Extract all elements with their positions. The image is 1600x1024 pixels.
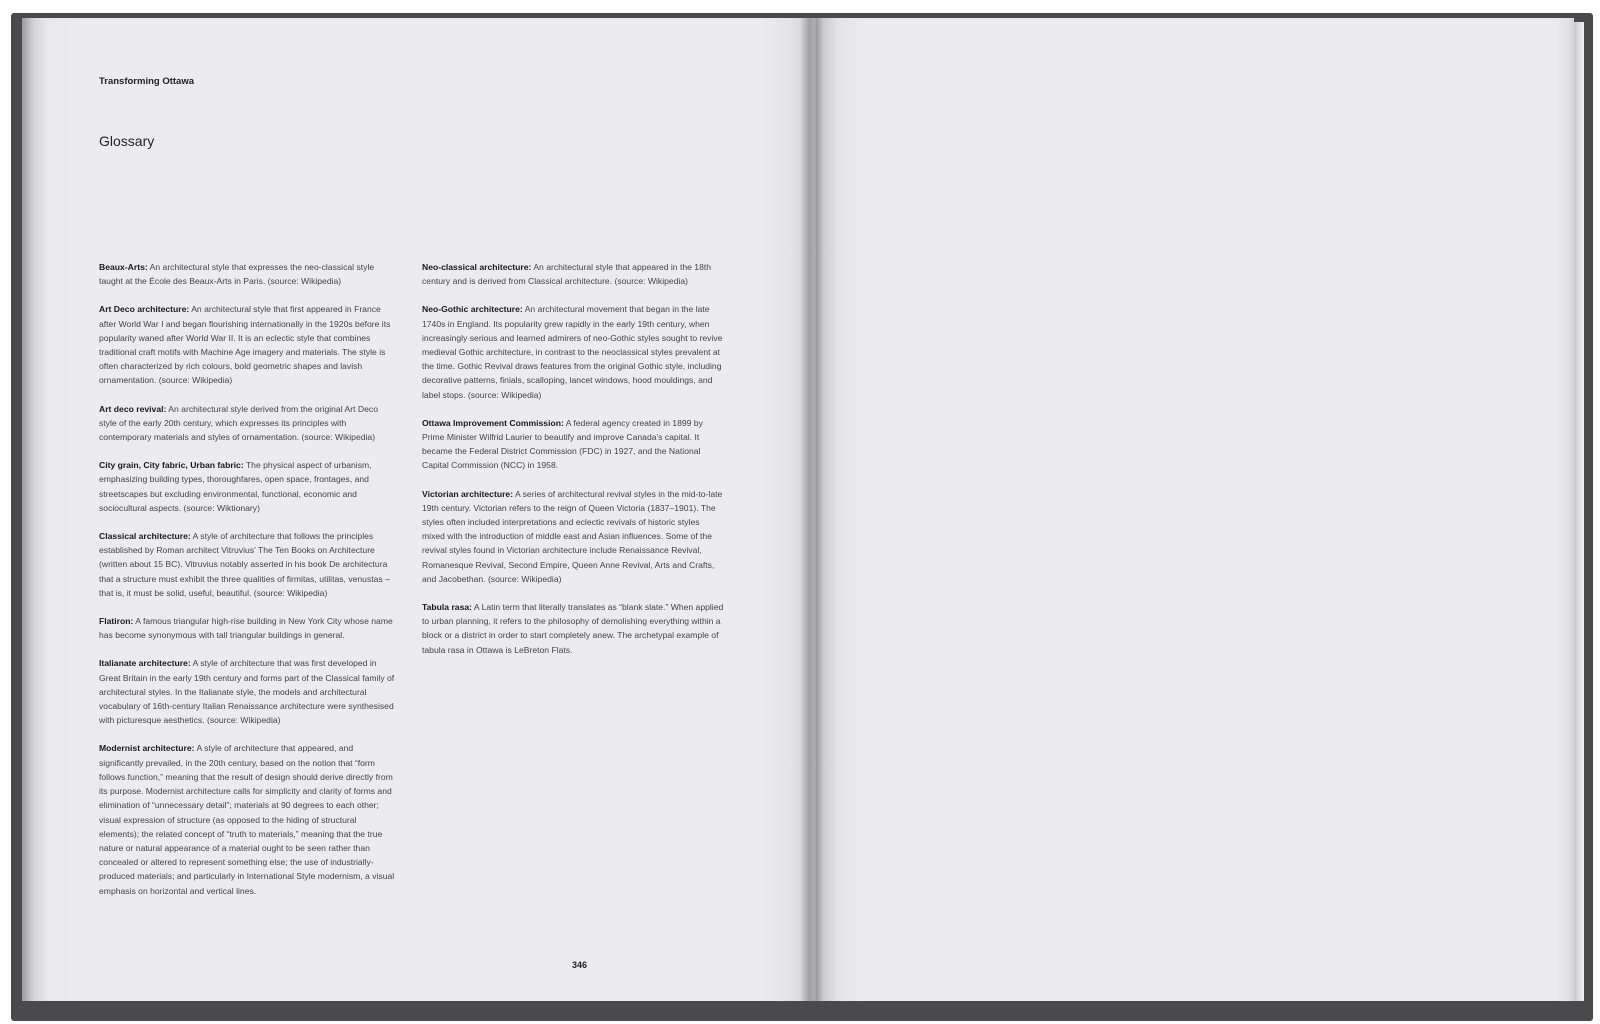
glossary-definition: An architectural movement that began in the late 1740s in England. Its popularity grew rapidly in the early 19th century, when increasingly serious and learned admirers of neo-Gothic styles sought to revive medieval Gothic architecture, in contrast to the neoclassical styles prevalent at the time. Gothic Revival draws features from the original Gothic style, including decorative patterns, finials, scalloping, lancet windows, hood mouldings, and label stops. (source: Wikipedia) — [422, 304, 723, 400]
page-number: 346 — [572, 960, 588, 970]
glossary-entry — [99, 614, 397, 642]
glossary-entry — [99, 656, 397, 727]
glossary-entry — [99, 741, 397, 897]
glossary-definition: A series of architectural revival styles in the mid-to-late 19th century. Victorian refers to the reign of Queen Victoria (1837–1901). The styles often included interpretations and eclectic revivals of historic styles mixed with the introduction of middle east and Asian influences. Some of the revival styles found in Victorian architecture include Renaissance Revival, Romanesque Revival, Second Empire, Queen Anne Revival, Arts and Crafts, and Jacobethan. (source: Wikipedia) — [422, 488, 723, 584]
glossary-column-right — [422, 260, 724, 671]
glossary-term: Modernist architecture: — [99, 743, 195, 754]
glossary-definition: A federal agency created in 1899 by Prime Minister Wilfrid Laurier to beautify and improve Canada's capital. It became the Federal District Commission (FDC) in 1927, and the National Capital Commission (NCC) in 1958. — [422, 417, 703, 471]
running-header: Transforming Ottawa — [99, 76, 195, 87]
glossary-term: Flatiron: — [99, 616, 134, 627]
glossary-term: City grain, City fabric, Urban fabric: — [99, 460, 244, 471]
glossary-term: Italianate architecture: — [99, 658, 191, 669]
glossary-entry — [422, 260, 724, 288]
glossary-entry — [99, 402, 397, 445]
glossary-term: Ottawa Improvement Commission: — [422, 417, 564, 428]
glossary-term: Beaux-Arts: — [99, 262, 148, 272]
glossary-entry — [99, 260, 397, 288]
glossary-term: Tabula rasa: — [422, 602, 472, 613]
glossary-definition: An architectural style that appeared in the 18th century and is derived from Classical architecture. (source: Wikipedia) — [422, 262, 712, 287]
glossary-entry — [99, 529, 397, 600]
glossary-term: Neo-classical architecture: — [422, 262, 532, 272]
right-page — [816, 18, 1574, 1001]
glossary-definition: The physical aspect of urbanism, emphasizing building types, thoroughfares, open space, frontages, and streetscapes but excluding environmental, functional, economic and sociocultural aspects. (source: Wiktionary) — [99, 460, 372, 513]
glossary-definition: A style of architecture that follows the principles established by Roman architect Vitruvius' The Ten Books on Architecture (written about 15 BC). Vitruvius notably asserted in his book De architectura that a structure must exhibit the three qualities of firmitas, utilitas, venustas – that is, it must be solid, useful, beautiful. (source: Wikipedia) — [99, 531, 390, 598]
glossary-term: Neo-Gothic architecture: — [422, 304, 523, 315]
glossary-column-left — [99, 260, 397, 912]
glossary-term: Classical architecture: — [99, 531, 191, 542]
glossary-entry — [422, 487, 724, 586]
page-title: Glossary — [99, 133, 155, 149]
glossary-term: Art Deco architecture: — [99, 304, 190, 315]
glossary-definition: An architectural style that first appeared in France after World War I and began flourishing internationally in the 1920s before its popularity waned after World War II. It is an eclectic style that combines traditional craft motifs with Machine Age imagery and materials. The style is often characterized by rich colours, bold geometric shapes and lavish ornamentation. (source: Wikipedia) — [99, 304, 391, 386]
glossary-definition: An architectural style that expresses the neo-classical style taught at the École des Beaux-Arts in Paris. (source: Wikipedia) — [99, 262, 375, 287]
glossary-definition: A famous triangular high-rise building in New York City whose name has become synonymous with tall triangular buildings in general. — [99, 616, 393, 641]
glossary-term: Victorian architecture: — [422, 488, 514, 499]
glossary-entry — [422, 416, 724, 473]
glossary-entry — [99, 302, 397, 387]
glossary-definition: A Latin term that literally translates as “blank slate.” When applied to urban planning, it refers to the philosophy of demolishing everything within a block or a district in order to start completely anew. The archetypal example of tabula rasa in Ottawa is LeBreton Flats. — [422, 602, 724, 655]
glossary-entry — [422, 600, 724, 657]
glossary-definition: A style of architecture that appeared, and significantly prevailed, in the 20th century, based on the notion that “form follows function,” meaning that the result of design should derive directly from its purpose. Modernist architecture calls for simplicity and clarity of forms and elimination of “unnecessary detail”; materials at 90 degrees to each other; visual expression of structure (as opposed to the hiding of structural elements); the related concept of “truth to materials,” meaning that the true nature or natural appearance of a material ought to be seen rather than concealed or altered to represent something else; the use of industrially-produced materials; and particularly in International Style modernism, a visual emphasis on horizontal and vertical lines. — [99, 743, 395, 896]
glossary-entry — [99, 458, 397, 515]
glossary-definition: An architectural style derived from the original Art Deco style of the early 20th century, which expresses its principles with contemporary materials and styles of ornamentation. (source: Wikipedia) — [99, 403, 378, 443]
glossary-term: Art deco revival: — [99, 403, 167, 414]
glossary-entry — [422, 302, 724, 401]
spine-gutter — [800, 18, 822, 1001]
glossary-definition: A style of architecture that was first developed in Great Britain in the early 19th century and forms part of the Classical family of architectural styles. In the Italianate style, the models and architectural vocabulary of 16th-century Italian Renaissance architecture were synthesised with picturesque aesthetics. (source: Wikipedia) — [99, 658, 395, 726]
page-edge — [1574, 22, 1584, 1001]
